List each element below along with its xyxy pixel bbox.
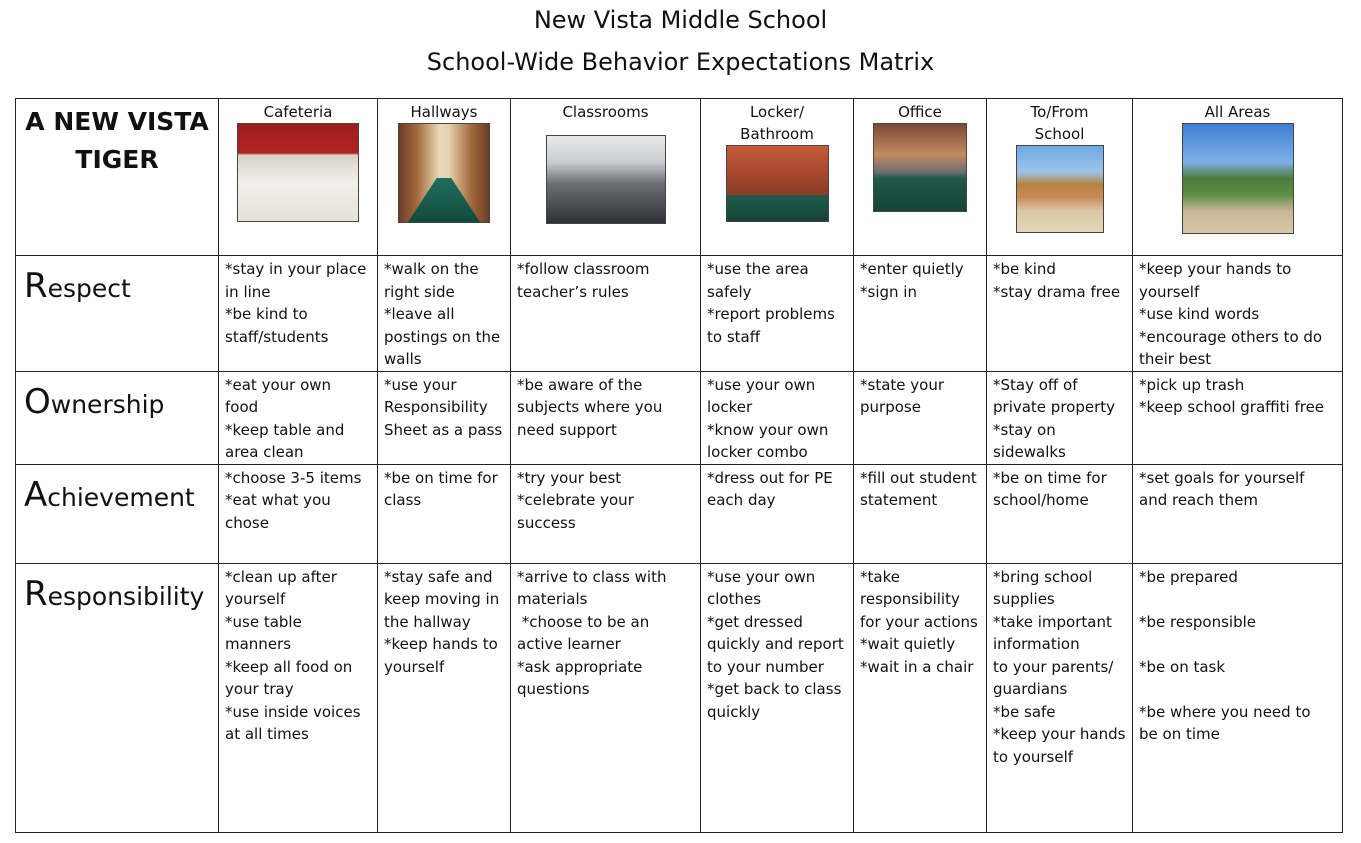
column-label: School xyxy=(1034,125,1085,143)
cell-line: *keep your hands to xyxy=(1139,260,1292,278)
cell-line: to your number xyxy=(707,657,824,676)
cell-line: chose xyxy=(225,513,269,532)
cell-line: *clean up after xyxy=(225,567,337,586)
cell-line: *walk on the xyxy=(384,260,479,278)
matrix-cell xyxy=(854,371,987,464)
matrix-cell xyxy=(378,563,511,832)
campus-tree-photo xyxy=(1182,123,1294,234)
row-label-initial: O xyxy=(24,381,51,422)
cell-line: be on time xyxy=(1139,725,1220,743)
column-header-locker-bathroom xyxy=(701,99,854,256)
matrix-cell xyxy=(987,464,1133,563)
matrix-cell xyxy=(219,256,378,372)
column-label: Hallways xyxy=(410,103,478,121)
cell-line: supplies xyxy=(993,590,1055,608)
cell-line: *use the area xyxy=(707,260,809,278)
cell-line: materials xyxy=(517,590,588,608)
row-header-cell xyxy=(16,371,219,464)
cell-line: to staff xyxy=(707,327,761,346)
cell-line: at all times xyxy=(225,725,309,743)
cell-line: *keep school graffiti free xyxy=(1139,398,1325,416)
cell-line: *try your best xyxy=(517,468,622,487)
cell-line: yourself xyxy=(1139,282,1200,301)
cell-line: *celebrate your xyxy=(517,491,634,509)
cell-line: *get dressed xyxy=(707,612,803,631)
cell-line: Responsibility xyxy=(384,398,488,416)
cell-line: *report problems xyxy=(707,305,835,323)
cell-line: staff/students xyxy=(225,327,329,346)
matrix-cell xyxy=(219,371,378,464)
matrix-cell xyxy=(701,371,854,464)
cell-line: responsibility xyxy=(860,590,960,608)
matrix-cell xyxy=(219,464,378,563)
cell-line xyxy=(1139,633,1338,656)
corner-line: A NEW VISTA xyxy=(25,107,209,136)
cell-line: the hallway xyxy=(384,612,471,631)
cell-line: to your parents/ xyxy=(993,657,1114,676)
cell-line: *choose 3-5 items xyxy=(225,468,362,487)
row-header-cell xyxy=(16,563,219,832)
matrix-cell xyxy=(854,563,987,832)
cell-line: *wait in a chair xyxy=(860,657,974,676)
matrix-row xyxy=(16,563,1343,832)
column-label: Locker/ xyxy=(749,103,805,121)
row-label-initial: A xyxy=(24,474,48,515)
cell-line: manners xyxy=(225,635,292,653)
cell-line: active learner xyxy=(517,635,621,653)
matrix-cell xyxy=(701,563,854,832)
cell-line: to yourself xyxy=(993,747,1074,766)
hallway-photo xyxy=(398,123,490,223)
matrix-cell xyxy=(854,464,987,563)
cell-line: their best xyxy=(1139,350,1212,368)
cell-line: guardians xyxy=(993,680,1068,698)
matrix-cell xyxy=(511,464,701,563)
cell-line: area clean xyxy=(225,443,304,461)
cell-line: *encourage others to do xyxy=(1139,327,1323,346)
cell-line: subjects where you xyxy=(517,398,663,416)
cell-line: *get back to class xyxy=(707,680,842,698)
matrix-cell xyxy=(987,256,1133,372)
cell-line: *dress out for PE xyxy=(707,468,833,487)
matrix-cell xyxy=(511,371,701,464)
column-header-all-areas xyxy=(1133,99,1343,256)
column-header-office xyxy=(854,99,987,256)
cell-line: *keep your hands xyxy=(993,725,1126,743)
row-label xyxy=(16,256,218,313)
cell-line: *be safe xyxy=(993,702,1056,721)
cell-line: information xyxy=(993,635,1080,653)
row-label-rest: wnership xyxy=(50,389,165,419)
matrix-cell xyxy=(1133,464,1343,563)
cell-line: *stay in your place xyxy=(225,260,367,278)
matrix-cell xyxy=(854,256,987,372)
cafeteria-photo xyxy=(237,123,359,222)
cell-line: class xyxy=(384,491,422,509)
page-title: New Vista Middle School xyxy=(533,6,828,34)
column-header-cafeteria xyxy=(219,99,378,256)
cell-line: *be aware of the xyxy=(517,375,643,394)
page-subtitle: School-Wide Behavior Expectations Matrix xyxy=(426,48,935,76)
matrix-cell xyxy=(511,256,701,372)
row-label-initial: R xyxy=(24,573,48,614)
corner-line: TIGER xyxy=(75,145,159,174)
cell-line: *take xyxy=(860,567,900,586)
matrix-cell xyxy=(219,563,378,832)
cell-line: your tray xyxy=(225,680,294,698)
cell-line: *be where you need to xyxy=(1139,702,1311,721)
cell-line: *be kind to xyxy=(225,305,308,323)
matrix-cell xyxy=(378,464,511,563)
column-header-classrooms xyxy=(511,99,701,256)
cell-line: clothes xyxy=(707,590,762,608)
cell-line: right side xyxy=(384,282,455,301)
cell-line: statement xyxy=(860,491,938,509)
office-photo xyxy=(873,123,967,212)
column-label: Bathroom xyxy=(740,125,814,143)
matrix-cell xyxy=(378,256,511,372)
corner-cell xyxy=(16,99,219,256)
cell-line: *be responsible xyxy=(1139,612,1257,631)
matrix-row xyxy=(16,464,1343,563)
cell-line: *bring school xyxy=(993,567,1093,586)
cell-line: *use inside voices xyxy=(225,702,361,721)
cell-line: *eat what you xyxy=(225,491,331,509)
column-label: To/From xyxy=(1030,103,1089,121)
matrix-row xyxy=(16,371,1343,464)
column-header-to-from-school xyxy=(987,99,1133,256)
column-label: Cafeteria xyxy=(263,103,333,121)
matrix-cell xyxy=(701,256,854,372)
cell-line: *wait quietly xyxy=(860,635,956,653)
cell-line: each day xyxy=(707,491,776,509)
cell-line: *follow classroom xyxy=(517,260,650,278)
classroom-photo xyxy=(546,135,666,224)
cell-line: *use your own xyxy=(707,375,816,394)
cell-line: *stay on xyxy=(993,420,1056,439)
row-header-cell xyxy=(16,464,219,563)
cell-line xyxy=(1139,588,1338,611)
cell-line: safely xyxy=(707,282,752,301)
cell-line: *take important xyxy=(993,612,1112,631)
matrix-cell xyxy=(987,563,1133,832)
column-label: Classrooms xyxy=(562,103,649,121)
cell-line: *enter quietly xyxy=(860,260,964,278)
cell-line: *be on time for xyxy=(384,468,498,487)
cell-line: in line xyxy=(225,282,271,301)
column-label: Office xyxy=(898,103,942,121)
matrix-cell xyxy=(1133,371,1343,464)
row-label-rest: chievement xyxy=(47,482,195,512)
cell-line: and reach them xyxy=(1139,491,1258,509)
row-label-rest: esponsibility xyxy=(47,581,205,611)
cell-line: success xyxy=(517,513,576,532)
row-header-cell xyxy=(16,256,219,372)
cell-line: *use table xyxy=(225,612,302,631)
cell-line: *be on task xyxy=(1139,657,1226,676)
cell-line: *know your own xyxy=(707,420,829,439)
cell-line: *stay drama free xyxy=(993,282,1121,301)
cell-line: keep moving in xyxy=(384,590,500,608)
cell-line: *pick up trash xyxy=(1139,375,1245,394)
cell-line: *stay safe and xyxy=(384,567,493,586)
cell-line: locker xyxy=(707,398,753,416)
cell-line: *sign in xyxy=(860,282,917,301)
cell-line: *set goals for yourself xyxy=(1139,468,1305,487)
cell-line: *be kind xyxy=(993,260,1056,278)
matrix-row xyxy=(16,256,1343,372)
row-label-initial: R xyxy=(24,266,48,306)
cell-line: *arrive to class with xyxy=(517,567,667,586)
cell-line: Sheet as a pass xyxy=(384,420,503,439)
column-header-hallways xyxy=(378,99,511,256)
row-label xyxy=(16,465,218,522)
cell-line: need support xyxy=(517,420,617,439)
cell-line: postings on the xyxy=(384,327,501,346)
cell-line: school/home xyxy=(993,491,1089,509)
cell-line: *be prepared xyxy=(1139,567,1238,586)
cell-line: *Stay off of xyxy=(993,375,1078,394)
cell-line: *leave all xyxy=(384,305,455,323)
cell-line: food xyxy=(225,398,259,416)
row-label xyxy=(16,372,218,429)
cell-line: sidewalks xyxy=(993,443,1066,461)
behavior-matrix-table xyxy=(15,98,1343,833)
cell-line: yourself xyxy=(384,657,445,676)
cell-line: *keep table and xyxy=(225,420,345,439)
matrix-cell xyxy=(1133,563,1343,832)
cell-line: purpose xyxy=(860,398,921,416)
cell-line: for your actions xyxy=(860,612,978,631)
cell-line: quickly xyxy=(707,702,761,721)
cell-line: *choose to be an xyxy=(517,612,650,631)
cell-line: yourself xyxy=(225,590,286,608)
matrix-cell xyxy=(701,464,854,563)
matrix-cell xyxy=(511,563,701,832)
matrix-cell xyxy=(987,371,1133,464)
column-label: All Areas xyxy=(1204,103,1271,121)
cell-line: walls xyxy=(384,350,422,368)
cell-line: teacher’s rules xyxy=(517,282,629,301)
cell-line: *eat your own xyxy=(225,375,332,394)
locker-room-photo xyxy=(726,145,829,222)
cell-line: *fill out student xyxy=(860,468,977,487)
row-label xyxy=(16,564,218,621)
cell-line xyxy=(1139,678,1338,701)
cell-line: private property xyxy=(993,398,1116,416)
cell-line: *be on time for xyxy=(993,468,1107,487)
row-label-rest: espect xyxy=(47,274,131,303)
cell-line: *keep hands to xyxy=(384,635,498,653)
cell-line: quickly and report xyxy=(707,635,844,653)
cell-line: locker combo xyxy=(707,443,808,461)
header-row xyxy=(16,99,1343,256)
cell-line: *ask appropriate xyxy=(517,657,643,676)
cell-line: *use your own xyxy=(707,567,816,586)
cell-line: questions xyxy=(517,680,590,698)
matrix-cell xyxy=(378,371,511,464)
cell-line: *state your xyxy=(860,375,944,394)
cell-line: *use kind words xyxy=(1139,305,1260,323)
cell-line: *use your xyxy=(384,375,457,394)
school-entrance-photo xyxy=(1016,145,1104,233)
cell-line: *keep all food on xyxy=(225,657,353,676)
matrix-cell xyxy=(1133,256,1343,372)
